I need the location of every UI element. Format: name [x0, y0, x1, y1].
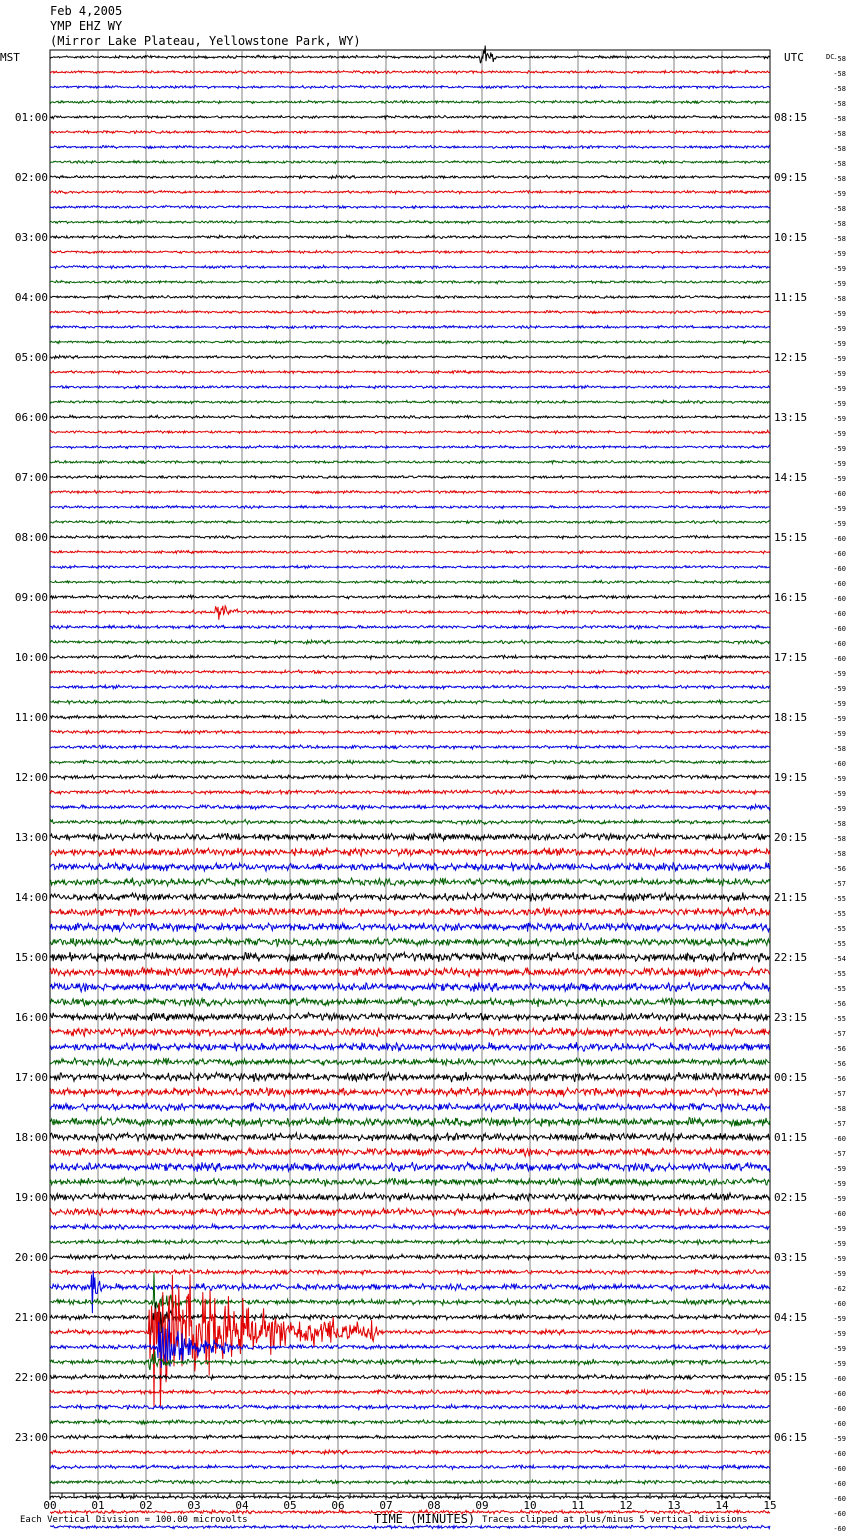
trace-line [50, 461, 770, 464]
dc-value: -59 [833, 700, 846, 708]
trace-line [50, 862, 770, 871]
dc-value: -59 [833, 475, 846, 483]
trace-line [50, 982, 770, 992]
trace-line [50, 1162, 770, 1172]
dc-value: -59 [833, 325, 846, 333]
dc-value: -59 [833, 1315, 846, 1323]
x-tick-label: 13 [667, 1499, 681, 1512]
dc-value: -59 [833, 355, 846, 363]
trace-line [50, 998, 770, 1007]
dc-value: -59 [833, 265, 846, 273]
dc-value: -58 [833, 145, 846, 153]
mst-hour-label: 13:00 [14, 831, 48, 844]
mst-hour-label: 19:00 [14, 1191, 48, 1204]
trace-line [50, 565, 770, 568]
utc-hour-label: 23:15 [774, 1011, 808, 1024]
trace-line [50, 116, 770, 119]
trace-line [50, 385, 770, 388]
dc-value: -59 [833, 1180, 846, 1188]
trace-line [50, 685, 770, 689]
trace-line [50, 520, 770, 523]
trace-line [50, 1103, 770, 1112]
x-tick-label: 01 [91, 1499, 105, 1512]
trace-line [50, 1254, 770, 1259]
dc-value: -60 [833, 1405, 846, 1413]
dc-value: -60 [833, 565, 846, 573]
dc-value: -58 [833, 205, 846, 213]
utc-hour-label: 20:15 [774, 831, 808, 844]
trace-line [50, 191, 770, 194]
dc-value: -59 [833, 400, 846, 408]
dc-value: -59 [833, 460, 846, 468]
trace-line [50, 730, 770, 734]
dc-value: -56 [833, 1000, 846, 1008]
trace-line [50, 550, 770, 553]
utc-hour-label: 00:15 [774, 1071, 808, 1084]
dc-value: -59 [833, 790, 846, 798]
dc-value: -57 [833, 1030, 846, 1038]
trace-line [50, 1420, 770, 1425]
trace-line [50, 341, 770, 344]
trace-line [50, 130, 770, 133]
mst-hour-label: 09:00 [14, 591, 48, 604]
trace-line [50, 1480, 770, 1484]
trace-line [50, 775, 770, 780]
trace-line [50, 355, 770, 358]
dc-value: -55 [833, 910, 846, 918]
station-name: YMP EHZ WY [50, 19, 123, 33]
utc-hour-label: 16:15 [774, 591, 808, 604]
mst-hour-label: 22:00 [14, 1371, 48, 1384]
dc-value: -56 [833, 1045, 846, 1053]
trace-line [50, 1450, 770, 1454]
mst-hour-label: 12:00 [14, 771, 48, 784]
dc-value: -59 [833, 685, 846, 693]
trace-line [50, 445, 770, 448]
x-tick-label: 12 [619, 1499, 633, 1512]
trace-line [50, 1027, 770, 1036]
trace-line [50, 1148, 770, 1157]
trace-line [50, 1072, 770, 1082]
mst-hour-label: 20:00 [14, 1251, 48, 1264]
dc-value: -58 [833, 175, 846, 183]
x-tick-label: 10 [523, 1499, 537, 1512]
dc-value: -59 [833, 775, 846, 783]
dc-value: -54 [833, 955, 846, 963]
dc-value: -59 [833, 340, 846, 348]
dc-value: -60 [833, 580, 846, 588]
trace-line [50, 1224, 770, 1229]
dc-value: -59 [833, 445, 846, 453]
dc-value: -56 [833, 865, 846, 873]
dc-value: -59 [833, 415, 846, 423]
dc-value: -60 [833, 1390, 846, 1398]
dc-value: -59 [833, 805, 846, 813]
dc-value: -60 [833, 625, 846, 633]
mst-hour-label: 03:00 [14, 231, 48, 244]
trace-line [50, 967, 770, 977]
mst-hour-label: 16:00 [14, 1011, 48, 1024]
dc-value: -60 [833, 1375, 846, 1383]
mst-hour-label: 04:00 [14, 291, 48, 304]
dc-value: -60 [833, 610, 846, 618]
dc-value: -60 [833, 595, 846, 603]
mst-axis-label: MST [0, 51, 20, 64]
trace-line [50, 1208, 770, 1216]
dc-value: -60 [833, 1510, 846, 1518]
station-location: (Mirror Lake Plateau, Yellowstone Park, WY) [50, 34, 361, 48]
dc-value: -59 [833, 1225, 846, 1233]
trace-line [50, 85, 770, 88]
trace-line [50, 1178, 770, 1187]
trace-line [50, 1273, 770, 1311]
utc-hour-label: 08:15 [774, 111, 808, 124]
dc-value: -58 [833, 100, 846, 108]
dc-value: -58 [833, 160, 846, 168]
mst-hour-label: 18:00 [14, 1131, 48, 1144]
trace-line [50, 1058, 770, 1066]
trace-line [50, 1042, 770, 1051]
x-tick-label: 14 [715, 1499, 729, 1512]
trace-line [50, 670, 770, 674]
dc-value: -55 [833, 940, 846, 948]
dc-value: -60 [833, 1450, 846, 1458]
trace-line [50, 700, 770, 704]
utc-hour-label: 22:15 [774, 951, 808, 964]
trace-line [50, 265, 770, 268]
trace-line [50, 400, 770, 403]
trace-line [50, 1269, 770, 1274]
dc-value: -60 [833, 655, 846, 663]
utc-hour-label: 03:15 [774, 1251, 808, 1264]
dc-value: -60 [833, 535, 846, 543]
dc-value: -59 [833, 190, 846, 198]
trace-line [50, 1193, 770, 1202]
trace-line [50, 848, 770, 857]
dc-value: -59 [833, 1240, 846, 1248]
trace-line [50, 205, 770, 208]
trace-line [50, 745, 770, 749]
trace-line [50, 952, 770, 962]
trace-line [50, 161, 770, 164]
trace-line [50, 655, 770, 659]
dc-value: -57 [833, 1120, 846, 1128]
dc-value: -56 [833, 1075, 846, 1083]
trace-line [50, 1375, 770, 1380]
dc-value: -58 [833, 850, 846, 858]
trace-line [50, 251, 770, 254]
dc-value: -59 [833, 1270, 846, 1278]
dc-value: -58 [833, 835, 846, 843]
trace-line [50, 625, 770, 629]
dc-value: -60 [833, 1480, 846, 1488]
dc-value: -55 [833, 985, 846, 993]
x-tick-label: 08 [427, 1499, 441, 1512]
mst-hour-label: 10:00 [14, 651, 48, 664]
dc-value: -59 [833, 310, 846, 318]
mst-hour-label: 01:00 [14, 111, 48, 124]
scale-note: Each Vertical Division = 100.00 microvolts [20, 1515, 248, 1525]
x-tick-label: 11 [571, 1499, 585, 1512]
x-tick-label: 04 [235, 1499, 249, 1512]
trace-line [50, 640, 770, 644]
utc-hour-label: 17:15 [774, 651, 808, 664]
mst-hour-label: 02:00 [14, 171, 48, 184]
dc-value: -60 [833, 1420, 846, 1428]
mst-hour-label: 11:00 [14, 711, 48, 724]
dc-label: DC [826, 53, 835, 61]
dc-value: -60 [833, 1300, 846, 1308]
x-tick-label: 06 [331, 1499, 345, 1512]
utc-axis-label: UTC [784, 51, 804, 64]
trace-line [50, 100, 770, 103]
utc-hour-label: 15:15 [774, 531, 808, 544]
x-tick-label: 03 [187, 1499, 201, 1512]
dc-value: -59 [833, 670, 846, 678]
trace-line [50, 1012, 770, 1021]
trace-line [50, 475, 770, 478]
dc-value: -60 [833, 760, 846, 768]
trace-line [50, 175, 770, 178]
dc-value: -58 [833, 820, 846, 828]
dc-value: -58 [833, 115, 846, 123]
trace-line [50, 296, 770, 299]
dc-value: -59 [833, 430, 846, 438]
trace-line [50, 70, 770, 73]
chart-date: Feb 4,2005 [50, 4, 123, 18]
dc-value: -58 [833, 1105, 846, 1113]
trace-line [50, 715, 770, 719]
utc-hour-label: 10:15 [774, 231, 808, 244]
dc-value: -60 [833, 1525, 846, 1533]
dc-value: -55 [833, 1015, 846, 1023]
x-tick-label: 15 [763, 1499, 777, 1512]
dc-value: -56 [833, 1060, 846, 1068]
trace-line [50, 833, 770, 841]
utc-hour-label: 21:15 [774, 891, 808, 904]
trace-line [50, 580, 770, 583]
dc-value: -58 [833, 295, 846, 303]
mst-hour-label: 17:00 [14, 1071, 48, 1084]
trace-line [50, 805, 770, 810]
trace-line [50, 1390, 770, 1395]
dc-value: -55 [833, 970, 846, 978]
dc-value: -62 [833, 1285, 846, 1293]
utc-hour-label: 05:15 [774, 1371, 808, 1384]
trace-line [50, 310, 770, 313]
trace-line [50, 415, 770, 418]
dc-value: -59 [833, 370, 846, 378]
x-tick-label: 07 [379, 1499, 393, 1512]
dc-value: -55 [833, 925, 846, 933]
dc-value: -58 [833, 85, 846, 93]
utc-hour-label: 13:15 [774, 411, 808, 424]
trace-line [50, 536, 770, 539]
dc-value: -59 [833, 715, 846, 723]
mst-hour-label: 14:00 [14, 891, 48, 904]
trace-line [50, 490, 770, 493]
mst-hour-label: 23:00 [14, 1431, 48, 1444]
dc-value: -60 [833, 1465, 846, 1473]
trace-line [50, 1087, 770, 1097]
trace-line [50, 326, 770, 329]
dc-value: -58 [833, 55, 846, 63]
mst-hour-label: 21:00 [14, 1311, 48, 1324]
trace-line [50, 1405, 770, 1410]
dc-value: -59 [833, 1345, 846, 1353]
utc-hour-label: 09:15 [774, 171, 808, 184]
trace-line [50, 1117, 770, 1127]
trace-line [50, 1435, 770, 1439]
utc-hour-label: 01:15 [774, 1131, 808, 1144]
trace-line [50, 506, 770, 509]
x-axis-label: TIME (MINUTES) [374, 1512, 476, 1526]
dc-value: -57 [833, 1150, 846, 1158]
dc-value: -59 [833, 730, 846, 738]
trace-line [50, 46, 770, 64]
trace-line [50, 907, 770, 916]
mst-hour-label: 08:00 [14, 531, 48, 544]
utc-hour-label: 18:15 [774, 711, 808, 724]
utc-hour-label: 02:15 [774, 1191, 808, 1204]
trace-line [50, 235, 770, 238]
trace-line [50, 280, 770, 283]
trace-line [50, 820, 770, 825]
dc-value: -58 [833, 745, 846, 753]
trace-line [50, 760, 770, 764]
trace-line [50, 923, 770, 932]
trace-line [50, 370, 770, 373]
dc-value: -59 [833, 1435, 846, 1443]
dc-value: -58 [833, 130, 846, 138]
dc-value: -59 [833, 250, 846, 258]
utc-hour-label: 04:15 [774, 1311, 808, 1324]
dc-value: -59 [833, 1360, 846, 1368]
x-tick-label: 09 [475, 1499, 489, 1512]
trace-line [50, 595, 770, 599]
dc-value: -58 [833, 220, 846, 228]
dc-value: -60 [833, 550, 846, 558]
x-tick-label: 02 [139, 1499, 153, 1512]
clip-note: Traces clipped at plus/minus 5 vertical divisions [482, 1515, 748, 1525]
utc-hour-label: 19:15 [774, 771, 808, 784]
dc-value: -59 [833, 1195, 846, 1203]
dc-value: -60 [833, 1210, 846, 1218]
mst-hour-label: 15:00 [14, 951, 48, 964]
utc-hour-label: 11:15 [774, 291, 808, 304]
utc-hour-label: 12:15 [774, 351, 808, 364]
trace-line [50, 430, 770, 433]
dc-value: -57 [833, 1090, 846, 1098]
dc-value: -58 [833, 70, 846, 78]
utc-hour-label: 14:15 [774, 471, 808, 484]
dc-value: -57 [833, 880, 846, 888]
dc-value: -59 [833, 385, 846, 393]
dc-value: -59 [833, 1255, 846, 1263]
dc-value: -59 [833, 520, 846, 528]
trace-line [50, 892, 770, 901]
trace-line [50, 1240, 770, 1245]
dc-value: -60 [833, 490, 846, 498]
utc-hour-label: 06:15 [774, 1431, 808, 1444]
dc-value: -59 [833, 1165, 846, 1173]
dc-value: -58 [833, 235, 846, 243]
dc-value: -60 [833, 1495, 846, 1503]
trace-line [50, 1133, 770, 1142]
trace-line [50, 938, 770, 947]
trace-line [50, 1465, 770, 1469]
dc-value: -55 [833, 895, 846, 903]
mst-hour-label: 05:00 [14, 351, 48, 364]
x-tick-label: 05 [283, 1499, 297, 1512]
trace-line [50, 790, 770, 794]
x-tick-label: 00 [43, 1499, 57, 1512]
trace-line [50, 878, 770, 886]
dc-value: -60 [833, 640, 846, 648]
trace-line [50, 606, 770, 620]
dc-value: -60 [833, 1135, 846, 1143]
mst-hour-label: 07:00 [14, 471, 48, 484]
mst-hour-label: 06:00 [14, 411, 48, 424]
dc-value: -59 [833, 280, 846, 288]
trace-line [50, 146, 770, 149]
dc-value: -59 [833, 505, 846, 513]
trace-line [50, 220, 770, 223]
dc-value: -59 [833, 1330, 846, 1338]
